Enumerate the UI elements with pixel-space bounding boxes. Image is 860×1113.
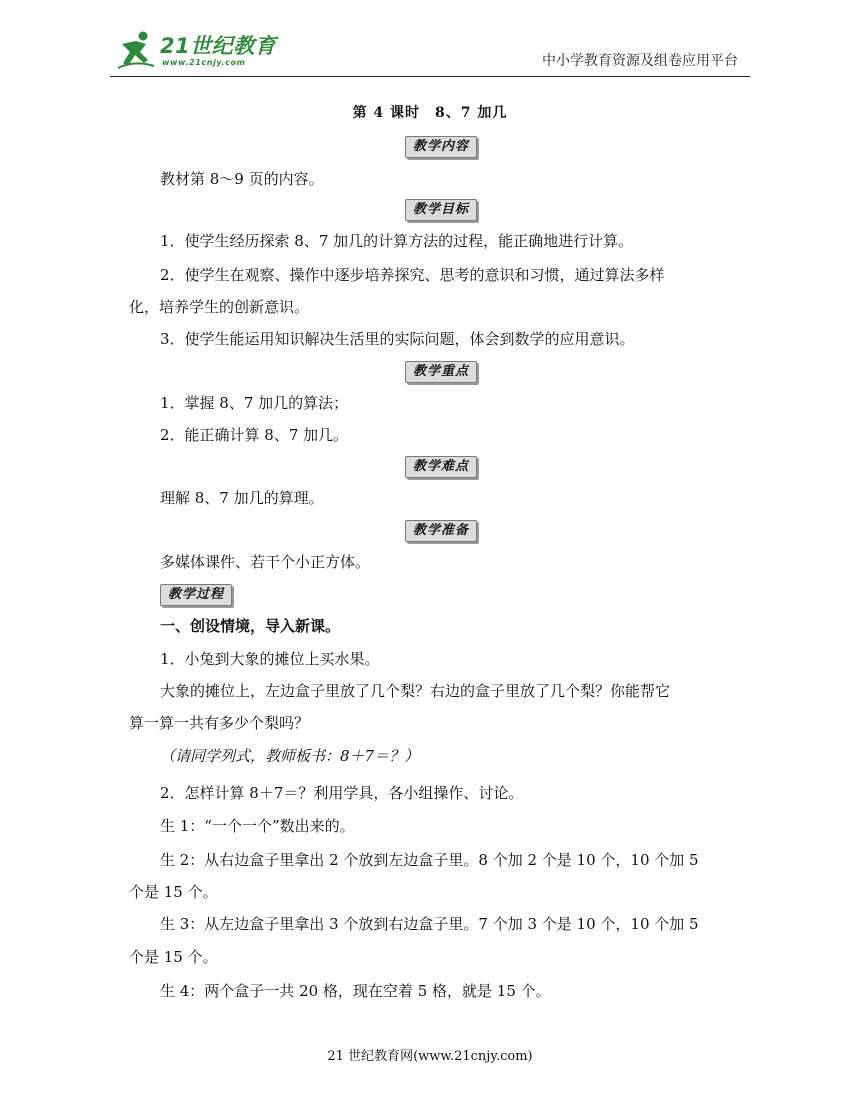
logo-name: 21世纪教育 [160, 34, 277, 58]
section-badge-keypoints: 教学重点 [405, 361, 477, 383]
section-badge-process: 教学过程 [160, 584, 232, 606]
student-3-answer-line-2: 个是 15 个。 [129, 948, 218, 966]
prep-text: 多媒体课件、若干个小正方体。 [160, 553, 371, 571]
goal-3: 3．使学生能运用知识解决生活里的实际问题，体会到数学的应用意识。 [160, 330, 635, 348]
keypoint-1: 1．掌握 8、7 加几的算法； [160, 394, 349, 412]
goal-1: 1．使学生经历探索 8、7 加几的计算方法的过程，能正确地进行计算。 [160, 232, 634, 250]
lesson-title: 第 4 课时 8、7 加几 [352, 105, 508, 121]
running-figure-icon [116, 30, 156, 70]
section-badge-difficulty: 教学难点 [405, 456, 477, 478]
student-3-answer-line-1: 生 3：从左边盒子里拿出 3 个放到右边盒子里。7 个加 3 个是 10 个，10 个加 5 [160, 915, 699, 933]
content-text: 教材第 8～9 页的内容。 [160, 170, 324, 188]
process-board-note: （请同学列式，教师板书：8＋7＝？） [160, 747, 420, 765]
process-heading: 一、创设情境，导入新课。 [160, 617, 341, 635]
student-2-answer-line-2: 个是 15 个。 [129, 883, 218, 901]
process-question-line-2: 算一算一共有多少个梨吗？ [129, 714, 310, 732]
platform-name: 中小学教育资源及组卷应用平台 [542, 53, 738, 69]
student-2-answer-line-1: 生 2：从右边盒子里拿出 2 个放到左边盒子里。8 个加 2 个是 10 个，10 个加 5 [160, 851, 699, 869]
process-question-line-1: 大象的摊位上，左边盒子里放了几个梨？右边的盒子里放了几个梨？你能帮它 [160, 682, 671, 700]
page-header [110, 26, 750, 77]
process-step-2: 2．怎样计算 8＋7＝？利用学具，各小组操作、讨论。 [160, 784, 524, 802]
section-badge-content: 教学内容 [405, 136, 477, 158]
student-1-answer: 生 1：“一个一个”数出来的。 [160, 817, 355, 835]
section-badge-goals: 教学目标 [405, 199, 477, 221]
keypoint-2: 2．能正确计算 8、7 加几。 [160, 426, 349, 444]
student-4-answer: 生 4：两个盒子一共 20 格，现在空着 5 格，就是 15 个。 [160, 982, 551, 1000]
goal-2-line-1: 2．使学生在观察、操作中逐步培养探究、思考的意识和习惯，通过算法多样 [160, 266, 665, 284]
goal-2-line-2: 化，培养学生的创新意识。 [129, 298, 310, 316]
page-footer: 21 世纪教育网(www.21cnjy.com) [327, 1049, 533, 1064]
site-logo[interactable] [116, 28, 306, 72]
logo-url: www.21cnjy.com [162, 58, 246, 67]
section-badge-prep: 教学准备 [405, 520, 477, 542]
process-step-1: 1．小兔到大象的摊位上买水果。 [160, 650, 380, 668]
difficulty-text: 理解 8、7 加几的算理。 [160, 489, 324, 507]
